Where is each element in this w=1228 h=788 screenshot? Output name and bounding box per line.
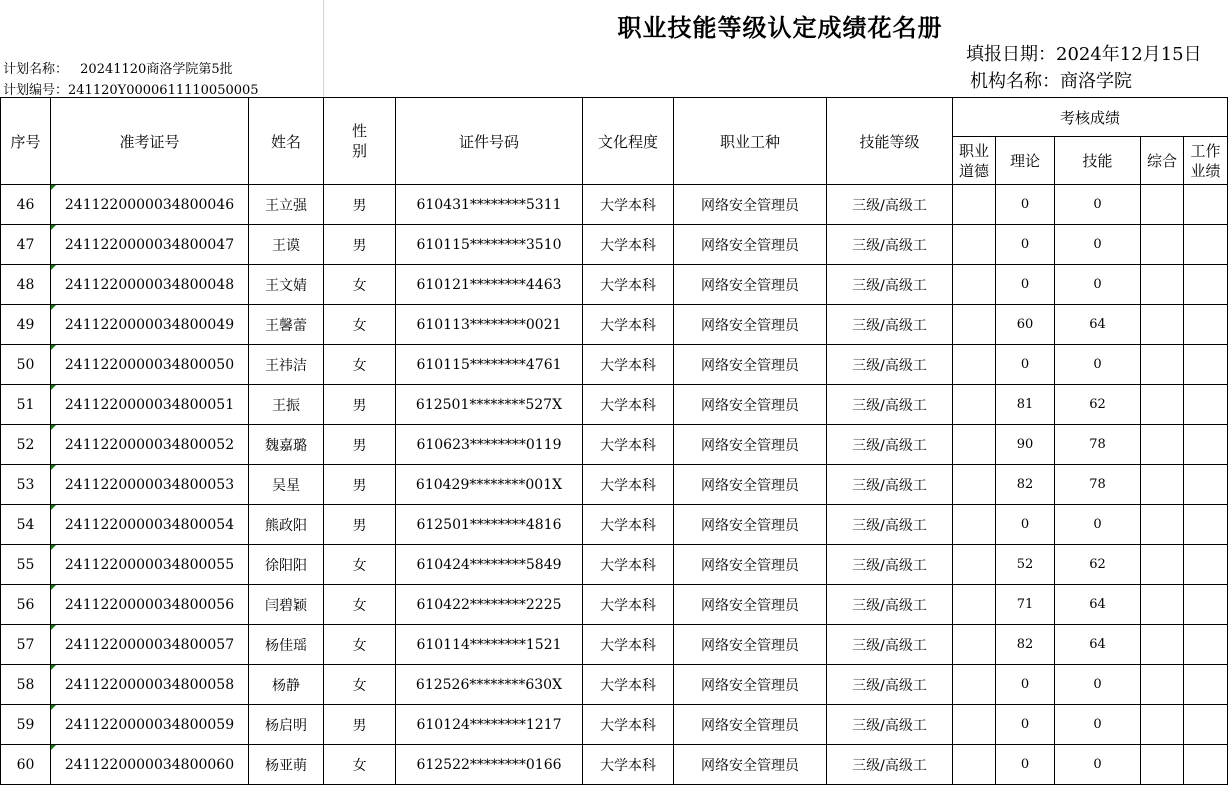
cell-exam-id[interactable]: 2411220000034800052 (51, 425, 249, 465)
cell-gender[interactable]: 男 (324, 505, 396, 545)
cell-comprehensive[interactable] (1141, 745, 1184, 785)
plan-name-value: 20241120商洛学院第5批 (80, 62, 233, 77)
cell-work[interactable] (1184, 665, 1228, 705)
cell-education[interactable]: 大学本科 (583, 705, 674, 745)
cell-work[interactable] (1184, 465, 1228, 505)
cell-no[interactable]: 48 (1, 265, 51, 305)
cell-ethics[interactable] (953, 585, 996, 625)
cell-education[interactable]: 大学本科 (583, 745, 674, 785)
cell-comprehensive[interactable] (1141, 345, 1184, 385)
cell-exam-id[interactable]: 2411220000034800059 (51, 705, 249, 745)
cell-id-no[interactable]: 612501********527X (396, 385, 583, 425)
cell-theory[interactable]: 0 (996, 705, 1055, 745)
cell-name[interactable]: 王馨蕾 (249, 305, 324, 345)
cell-gender[interactable]: 女 (324, 585, 396, 625)
header-ethics (953, 137, 996, 185)
cell-gender[interactable]: 男 (324, 705, 396, 745)
cell-ethics[interactable] (953, 745, 996, 785)
cell-education[interactable]: 大学本科 (583, 225, 674, 265)
cell-id-no[interactable]: 612526********630X (396, 665, 583, 705)
cell-skill[interactable]: 78 (1055, 465, 1141, 505)
cell-ethics[interactable] (953, 265, 996, 305)
cell-occupation[interactable]: 网络安全管理员 (674, 265, 827, 305)
cell-skill[interactable]: 78 (1055, 425, 1141, 465)
org-line (970, 67, 1132, 93)
cell-education[interactable]: 大学本科 (583, 665, 674, 705)
cell-work[interactable] (1184, 745, 1228, 785)
table-row (1, 425, 1228, 465)
cell-work[interactable] (1184, 545, 1228, 585)
cell-comprehensive[interactable] (1141, 265, 1184, 305)
cell-gender[interactable]: 女 (324, 265, 396, 305)
cell-comprehensive[interactable] (1141, 585, 1184, 625)
cell-name[interactable]: 王立强 (249, 185, 324, 225)
header-ethics-line2: 道德 (958, 161, 989, 180)
cell-level[interactable]: 三级/高级工 (827, 585, 953, 625)
cell-education[interactable]: 大学本科 (583, 385, 674, 425)
cell-name[interactable]: 吴星 (249, 465, 324, 505)
cell-skill[interactable]: 64 (1055, 585, 1141, 625)
header-work-line1: 工作 (1190, 141, 1221, 160)
cell-skill[interactable]: 62 (1055, 545, 1141, 585)
cell-skill[interactable]: 0 (1055, 185, 1141, 225)
header-work-line2: 业绩 (1190, 161, 1221, 180)
cell-level[interactable]: 三级/高级工 (827, 745, 953, 785)
cell-education[interactable]: 大学本科 (583, 265, 674, 305)
cell-theory[interactable]: 0 (996, 505, 1055, 545)
cell-level[interactable]: 三级/高级工 (827, 305, 953, 345)
cell-theory[interactable]: 52 (996, 545, 1055, 585)
cell-no[interactable]: 56 (1, 585, 51, 625)
cell-comprehensive[interactable] (1141, 665, 1184, 705)
cell-no[interactable]: 46 (1, 185, 51, 225)
cell-id-no[interactable]: 612522********0166 (396, 745, 583, 785)
cell-skill[interactable]: 62 (1055, 385, 1141, 425)
fill-date-line (966, 40, 1202, 66)
cell-name[interactable]: 杨静 (249, 665, 324, 705)
cell-level[interactable]: 三级/高级工 (827, 705, 953, 745)
cell-occupation[interactable]: 网络安全管理员 (674, 625, 827, 665)
cell-occupation[interactable]: 网络安全管理员 (674, 745, 827, 785)
table-body (1, 185, 1228, 785)
org-label: 机构名称： (970, 71, 1060, 92)
cell-exam-id[interactable]: 2411220000034800060 (51, 745, 249, 785)
cell-exam-id[interactable]: 2411220000034800046 (51, 185, 249, 225)
cell-ethics[interactable] (953, 625, 996, 665)
cell-ethics[interactable] (953, 345, 996, 385)
cell-gender[interactable]: 男 (324, 185, 396, 225)
cell-no[interactable]: 55 (1, 545, 51, 585)
cell-gender[interactable]: 女 (324, 665, 396, 705)
page-title: 职业技能等级认定成绩花名册 (617, 13, 943, 42)
cell-skill[interactable]: 0 (1055, 345, 1141, 385)
table-row (1, 665, 1228, 705)
cell-no[interactable]: 57 (1, 625, 51, 665)
cell-no[interactable]: 54 (1, 505, 51, 545)
cell-work[interactable] (1184, 425, 1228, 465)
header-level: 技能等级 (827, 98, 953, 185)
cell-gender[interactable]: 女 (324, 305, 396, 345)
cell-theory[interactable]: 90 (996, 425, 1055, 465)
cell-occupation[interactable]: 网络安全管理员 (674, 585, 827, 625)
cell-id-no[interactable]: 610429********001X (396, 465, 583, 505)
plan-name-label: 计划名称： (3, 62, 69, 77)
cell-skill[interactable]: 0 (1055, 745, 1141, 785)
cell-ethics[interactable] (953, 305, 996, 345)
cell-ethics[interactable] (953, 545, 996, 585)
cell-exam-id[interactable]: 2411220000034800056 (51, 585, 249, 625)
cell-theory[interactable]: 0 (996, 185, 1055, 225)
cell-work[interactable] (1184, 305, 1228, 345)
cell-occupation[interactable]: 网络安全管理员 (674, 345, 827, 385)
cell-id-no[interactable]: 610115********4761 (396, 345, 583, 385)
table-row (1, 505, 1228, 545)
cell-education[interactable]: 大学本科 (583, 425, 674, 465)
cell-comprehensive[interactable] (1141, 505, 1184, 545)
cell-education[interactable]: 大学本科 (583, 505, 674, 545)
header-exam-id: 准考证号 (51, 98, 249, 185)
cell-comprehensive[interactable] (1141, 385, 1184, 425)
cell-gender[interactable]: 男 (324, 465, 396, 505)
header-work (1184, 137, 1228, 185)
cell-work[interactable] (1184, 185, 1228, 225)
cell-no[interactable]: 50 (1, 345, 51, 385)
header-occupation: 职业工种 (674, 98, 827, 185)
cell-education[interactable]: 大学本科 (583, 185, 674, 225)
cell-work[interactable] (1184, 705, 1228, 745)
cell-skill[interactable]: 64 (1055, 305, 1141, 345)
cell-occupation[interactable]: 网络安全管理员 (674, 305, 827, 345)
cell-level[interactable]: 三级/高级工 (827, 345, 953, 385)
cell-education[interactable]: 大学本科 (583, 625, 674, 665)
table-row (1, 585, 1228, 625)
cell-id-no[interactable]: 610623********0119 (396, 425, 583, 465)
cell-comprehensive[interactable] (1141, 305, 1184, 345)
cell-id-no[interactable]: 610114********1521 (396, 625, 583, 665)
cell-exam-id[interactable]: 2411220000034800053 (51, 465, 249, 505)
cell-ethics[interactable] (953, 185, 996, 225)
table-row (1, 345, 1228, 385)
cell-level[interactable]: 三级/高级工 (827, 265, 953, 305)
cell-occupation[interactable]: 网络安全管理员 (674, 225, 827, 265)
cell-skill[interactable]: 0 (1055, 705, 1141, 745)
grid-line (323, 0, 324, 98)
cell-education[interactable]: 大学本科 (583, 585, 674, 625)
header-scores: 考核成绩 (953, 98, 1228, 137)
table-row (1, 625, 1228, 665)
cell-no[interactable]: 53 (1, 465, 51, 505)
table-row (1, 705, 1228, 745)
cell-theory[interactable]: 0 (996, 745, 1055, 785)
cell-name[interactable]: 杨佳瑶 (249, 625, 324, 665)
cell-id-no[interactable]: 610424********5849 (396, 545, 583, 585)
header-ethics-line1: 职业 (958, 141, 989, 160)
table-row (1, 185, 1228, 225)
header-education: 文化程度 (583, 98, 674, 185)
cell-level[interactable]: 三级/高级工 (827, 465, 953, 505)
cell-skill[interactable]: 64 (1055, 625, 1141, 665)
cell-exam-id[interactable]: 2411220000034800054 (51, 505, 249, 545)
cell-name[interactable]: 王祎洁 (249, 345, 324, 385)
cell-level[interactable]: 三级/高级工 (827, 385, 953, 425)
cell-theory[interactable]: 0 (996, 345, 1055, 385)
cell-occupation[interactable]: 网络安全管理员 (674, 425, 827, 465)
cell-occupation[interactable]: 网络安全管理员 (674, 545, 827, 585)
cell-gender[interactable]: 男 (324, 425, 396, 465)
cell-occupation[interactable]: 网络安全管理员 (674, 385, 827, 425)
cell-ethics[interactable] (953, 465, 996, 505)
cell-skill[interactable]: 0 (1055, 665, 1141, 705)
cell-comprehensive[interactable] (1141, 705, 1184, 745)
cell-exam-id[interactable]: 2411220000034800051 (51, 385, 249, 425)
cell-id-no[interactable]: 610115********3510 (396, 225, 583, 265)
cell-gender[interactable]: 女 (324, 345, 396, 385)
cell-comprehensive[interactable] (1141, 225, 1184, 265)
cell-name[interactable]: 杨启明 (249, 705, 324, 745)
cell-id-no[interactable]: 610113********0021 (396, 305, 583, 345)
cell-theory[interactable]: 71 (996, 585, 1055, 625)
cell-theory[interactable]: 0 (996, 665, 1055, 705)
header-no: 序号 (1, 98, 51, 185)
plan-code-label: 计划编号： (3, 83, 69, 98)
cell-exam-id[interactable]: 2411220000034800048 (51, 265, 249, 305)
cell-occupation[interactable]: 网络安全管理员 (674, 705, 827, 745)
cell-theory[interactable]: 0 (996, 225, 1055, 265)
cell-name[interactable]: 王文婧 (249, 265, 324, 305)
cell-occupation[interactable]: 网络安全管理员 (674, 465, 827, 505)
cell-occupation[interactable]: 网络安全管理员 (674, 185, 827, 225)
cell-no[interactable]: 52 (1, 425, 51, 465)
cell-skill[interactable]: 0 (1055, 225, 1141, 265)
cell-exam-id[interactable]: 2411220000034800058 (51, 665, 249, 705)
cell-work[interactable] (1184, 625, 1228, 665)
cell-education[interactable]: 大学本科 (583, 305, 674, 345)
cell-name[interactable]: 王谟 (249, 225, 324, 265)
table-row (1, 745, 1228, 785)
cell-level[interactable]: 三级/高级工 (827, 545, 953, 585)
plan-name-line (3, 58, 233, 77)
cell-name[interactable]: 王振 (249, 385, 324, 425)
cell-comprehensive[interactable] (1141, 545, 1184, 585)
cell-comprehensive[interactable] (1141, 625, 1184, 665)
cell-comprehensive[interactable] (1141, 185, 1184, 225)
cell-skill[interactable]: 0 (1055, 505, 1141, 545)
fill-date-label: 填报日期： (966, 44, 1056, 65)
cell-occupation[interactable]: 网络安全管理员 (674, 665, 827, 705)
cell-no[interactable]: 47 (1, 225, 51, 265)
plan-code-line (3, 79, 259, 98)
table-row (1, 265, 1228, 305)
cell-occupation[interactable]: 网络安全管理员 (674, 505, 827, 545)
cell-work[interactable] (1184, 265, 1228, 305)
cell-ethics[interactable] (953, 505, 996, 545)
cell-comprehensive[interactable] (1141, 465, 1184, 505)
cell-level[interactable]: 三级/高级工 (827, 225, 953, 265)
cell-education[interactable]: 大学本科 (583, 345, 674, 385)
table-row (1, 305, 1228, 345)
cell-no[interactable]: 51 (1, 385, 51, 425)
fill-date-value: 2024年12月15日 (1056, 44, 1202, 65)
cell-no[interactable]: 58 (1, 665, 51, 705)
cell-theory[interactable]: 82 (996, 465, 1055, 505)
header-comprehensive: 综合 (1141, 137, 1184, 185)
org-value: 商洛学院 (1060, 71, 1132, 92)
cell-level[interactable]: 三级/高级工 (827, 425, 953, 465)
table-row (1, 225, 1228, 265)
table-row (1, 545, 1228, 585)
cell-work[interactable] (1184, 585, 1228, 625)
cell-work[interactable] (1184, 345, 1228, 385)
cell-work[interactable] (1184, 385, 1228, 425)
cell-name[interactable]: 徐阳阳 (249, 545, 324, 585)
cell-gender[interactable]: 男 (324, 225, 396, 265)
cell-name[interactable]: 杨亚萌 (249, 745, 324, 785)
cell-name[interactable]: 魏嘉璐 (249, 425, 324, 465)
cell-level[interactable]: 三级/高级工 (827, 505, 953, 545)
cell-gender[interactable]: 女 (324, 625, 396, 665)
cell-level[interactable]: 三级/高级工 (827, 625, 953, 665)
cell-theory[interactable]: 81 (996, 385, 1055, 425)
cell-ethics[interactable] (953, 225, 996, 265)
cell-comprehensive[interactable] (1141, 425, 1184, 465)
cell-no[interactable]: 49 (1, 305, 51, 345)
header-id-no: 证件号码 (396, 98, 583, 185)
cell-name[interactable]: 闫碧颖 (249, 585, 324, 625)
header-gender-line1: 性 (351, 122, 367, 140)
cell-exam-id[interactable]: 2411220000034800057 (51, 625, 249, 665)
cell-level[interactable]: 三级/高级工 (827, 665, 953, 705)
cell-exam-id[interactable]: 2411220000034800049 (51, 305, 249, 345)
cell-work[interactable] (1184, 225, 1228, 265)
cell-work[interactable] (1184, 505, 1228, 545)
cell-no[interactable]: 60 (1, 745, 51, 785)
cell-gender[interactable]: 女 (324, 545, 396, 585)
cell-id-no[interactable]: 610124********1217 (396, 705, 583, 745)
cell-ethics[interactable] (953, 385, 996, 425)
cell-exam-id[interactable]: 2411220000034800047 (51, 225, 249, 265)
cell-skill[interactable]: 0 (1055, 265, 1141, 305)
cell-ethics[interactable] (953, 665, 996, 705)
score-table (0, 97, 1228, 785)
header-gender-line2: 别 (351, 142, 367, 160)
header-theory: 理论 (996, 137, 1055, 185)
cell-theory[interactable]: 82 (996, 625, 1055, 665)
cell-no[interactable]: 59 (1, 705, 51, 745)
cell-level[interactable]: 三级/高级工 (827, 185, 953, 225)
cell-id-no[interactable]: 610121********4463 (396, 265, 583, 305)
cell-exam-id[interactable]: 2411220000034800050 (51, 345, 249, 385)
cell-ethics[interactable] (953, 705, 996, 745)
cell-education[interactable]: 大学本科 (583, 465, 674, 505)
header-skill: 技能 (1055, 137, 1141, 185)
table-row (1, 465, 1228, 505)
cell-ethics[interactable] (953, 425, 996, 465)
cell-id-no[interactable]: 610422********2225 (396, 585, 583, 625)
cell-theory[interactable]: 0 (996, 265, 1055, 305)
cell-gender[interactable]: 男 (324, 385, 396, 425)
cell-id-no[interactable]: 612501********4816 (396, 505, 583, 545)
cell-id-no[interactable]: 610431********5311 (396, 185, 583, 225)
cell-theory[interactable]: 60 (996, 305, 1055, 345)
plan-code-value: 241120Y0000611110050005 (68, 83, 259, 98)
cell-name[interactable]: 熊政阳 (249, 505, 324, 545)
header-gender (324, 98, 396, 185)
cell-gender[interactable]: 女 (324, 745, 396, 785)
header-name: 姓名 (249, 98, 324, 185)
cell-exam-id[interactable]: 2411220000034800055 (51, 545, 249, 585)
cell-education[interactable]: 大学本科 (583, 545, 674, 585)
table-row (1, 385, 1228, 425)
